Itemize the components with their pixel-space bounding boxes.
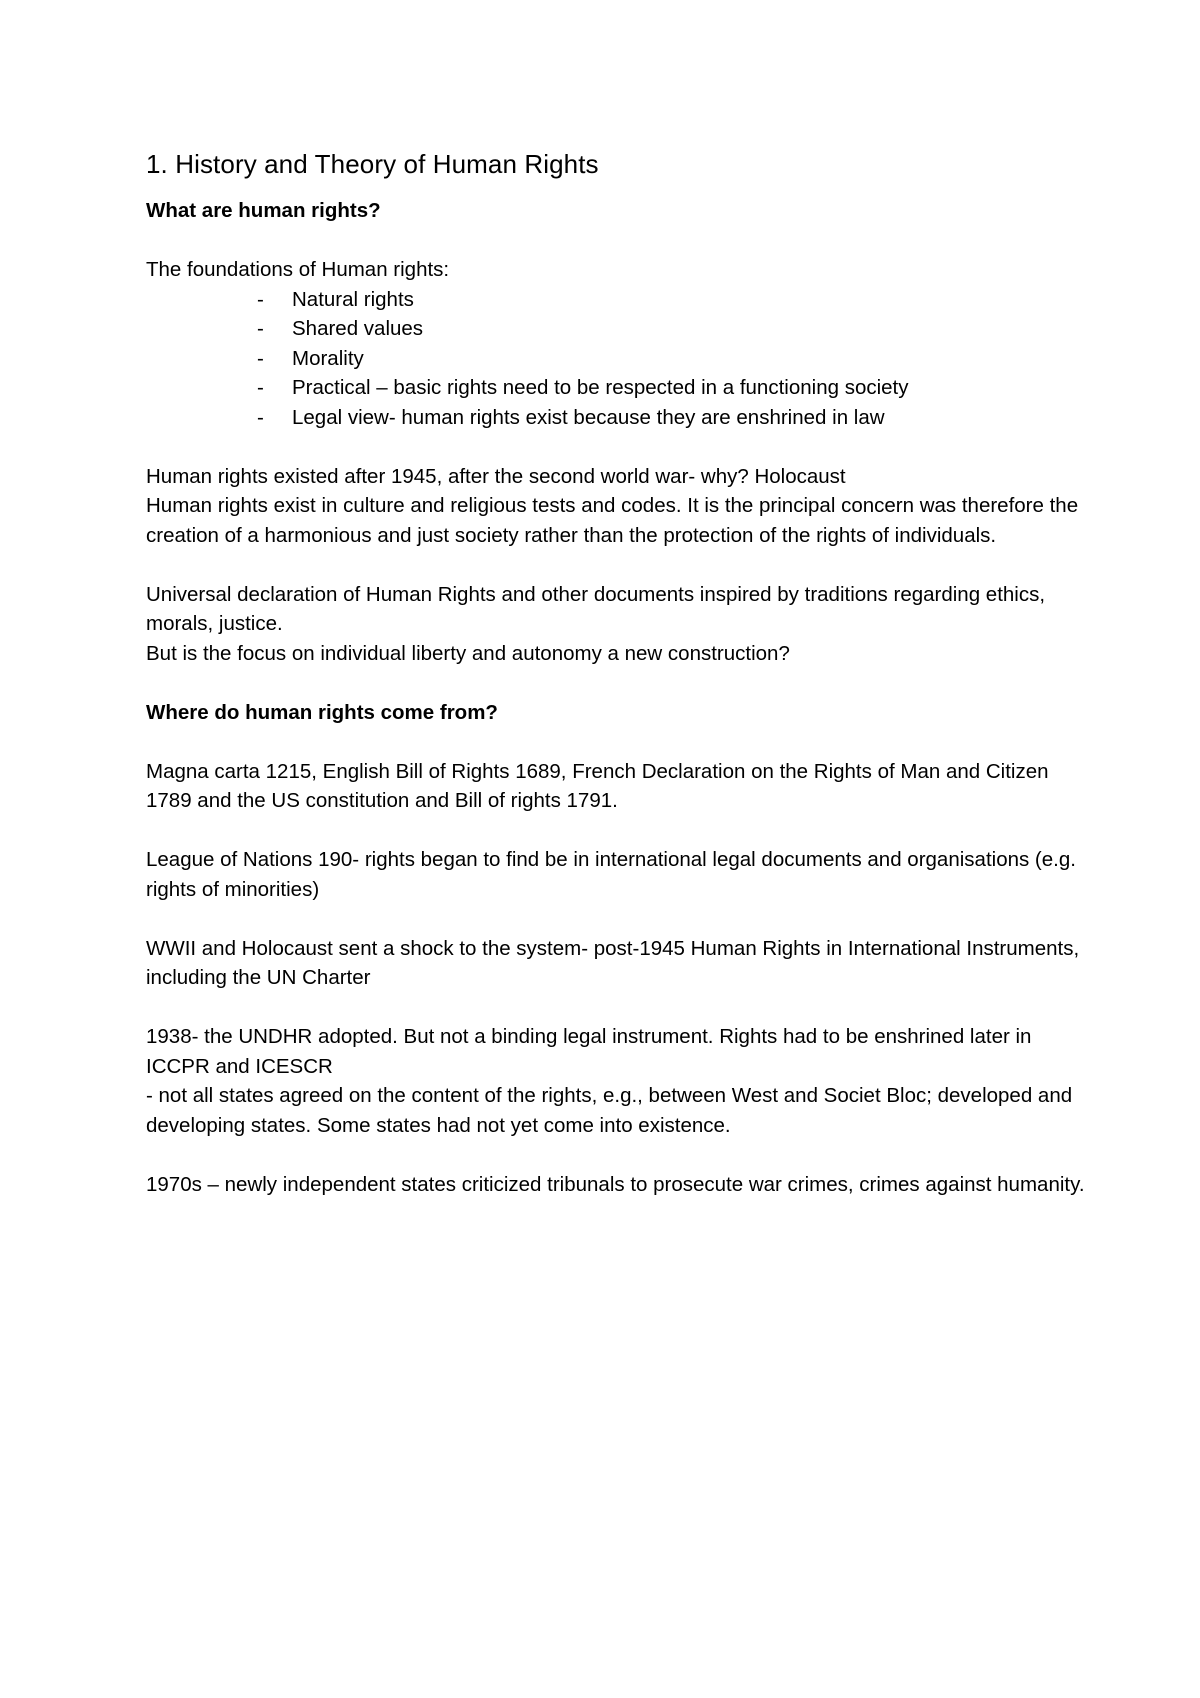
list-item-text: Legal view- human rights exist because they are enshrined in law [292, 405, 885, 429]
paragraph: But is the focus on individual liberty and autonomy a new construction? [146, 641, 790, 665]
list-item [146, 373, 1086, 403]
heading-where-do-human-rights-come-from: Where do human rights come from? [146, 700, 498, 724]
list-item-text: Morality [292, 346, 364, 370]
paragraph: Human rights exist in culture and religious tests and codes. It is the principal concern was therefore the creation of a harmonious and just society rather than the protection of the rights of individuals. [146, 494, 1079, 547]
foundations-intro: The foundations of Human rights: [146, 258, 450, 281]
spacer [146, 993, 1086, 1023]
spacer [146, 816, 1086, 846]
spacer [146, 550, 1086, 580]
spacer [146, 904, 1086, 934]
document-page [146, 146, 1086, 1199]
list-item [146, 285, 1086, 315]
dash-bullet: - [257, 405, 264, 429]
paragraph: Magna carta 1215, English Bill of Rights 1689, French Declaration on the Rights of Man and Citizen 1789 and the US constitution and Bill of rights 1791. [146, 759, 1049, 812]
dash-bullet: - [257, 317, 264, 340]
list-item-text: Practical – basic rights need to be respected in a functioning society [292, 376, 909, 399]
spacer [146, 432, 1086, 462]
paragraph: WWII and Holocaust sent a shock to the system- post-1945 Human Rights in International Instruments, including the UN Charter [146, 936, 1080, 989]
list-item-text: Natural rights [292, 287, 414, 311]
paragraph: 1938- the UNDHR adopted. But not a binding legal instrument. Rights had to be enshrined later in ICCPR and ICESCR [146, 1025, 1032, 1078]
document-title: 1. History and Theory of Human Rights [146, 149, 599, 179]
dash-bullet: - [257, 287, 264, 311]
spacer [146, 668, 1086, 698]
paragraph: League of Nations 190- rights began to find be in international legal documents and organisations (e.g. rights of minorities) [146, 848, 1076, 901]
spacer [146, 727, 1086, 757]
dash-bullet: - [257, 346, 264, 370]
foundations-list [146, 285, 1086, 433]
list-item [146, 314, 1086, 344]
paragraph: - not all states agreed on the content of the rights, e.g., between West and Societ Bloc; developed and developing states. Some states had not yet come into existence. [146, 1084, 1073, 1137]
paragraph: 1970s – newly independent states criticized tribunals to prosecute war crimes, crimes against humanity. [146, 1172, 1085, 1196]
list-item [146, 403, 1086, 433]
paragraph: Human rights existed after 1945, after the second world war- why? Holocaust [146, 464, 846, 488]
list-item-text: Shared values [292, 317, 424, 340]
heading-what-are-human-rights: What are human rights? [146, 199, 381, 222]
dash-bullet: - [257, 376, 264, 399]
paragraph: Universal declaration of Human Rights and other documents inspired by traditions regarding ethics, morals, justice. [146, 582, 1046, 635]
spacer [146, 1140, 1086, 1170]
list-item [146, 344, 1086, 374]
spacer [146, 226, 1086, 256]
